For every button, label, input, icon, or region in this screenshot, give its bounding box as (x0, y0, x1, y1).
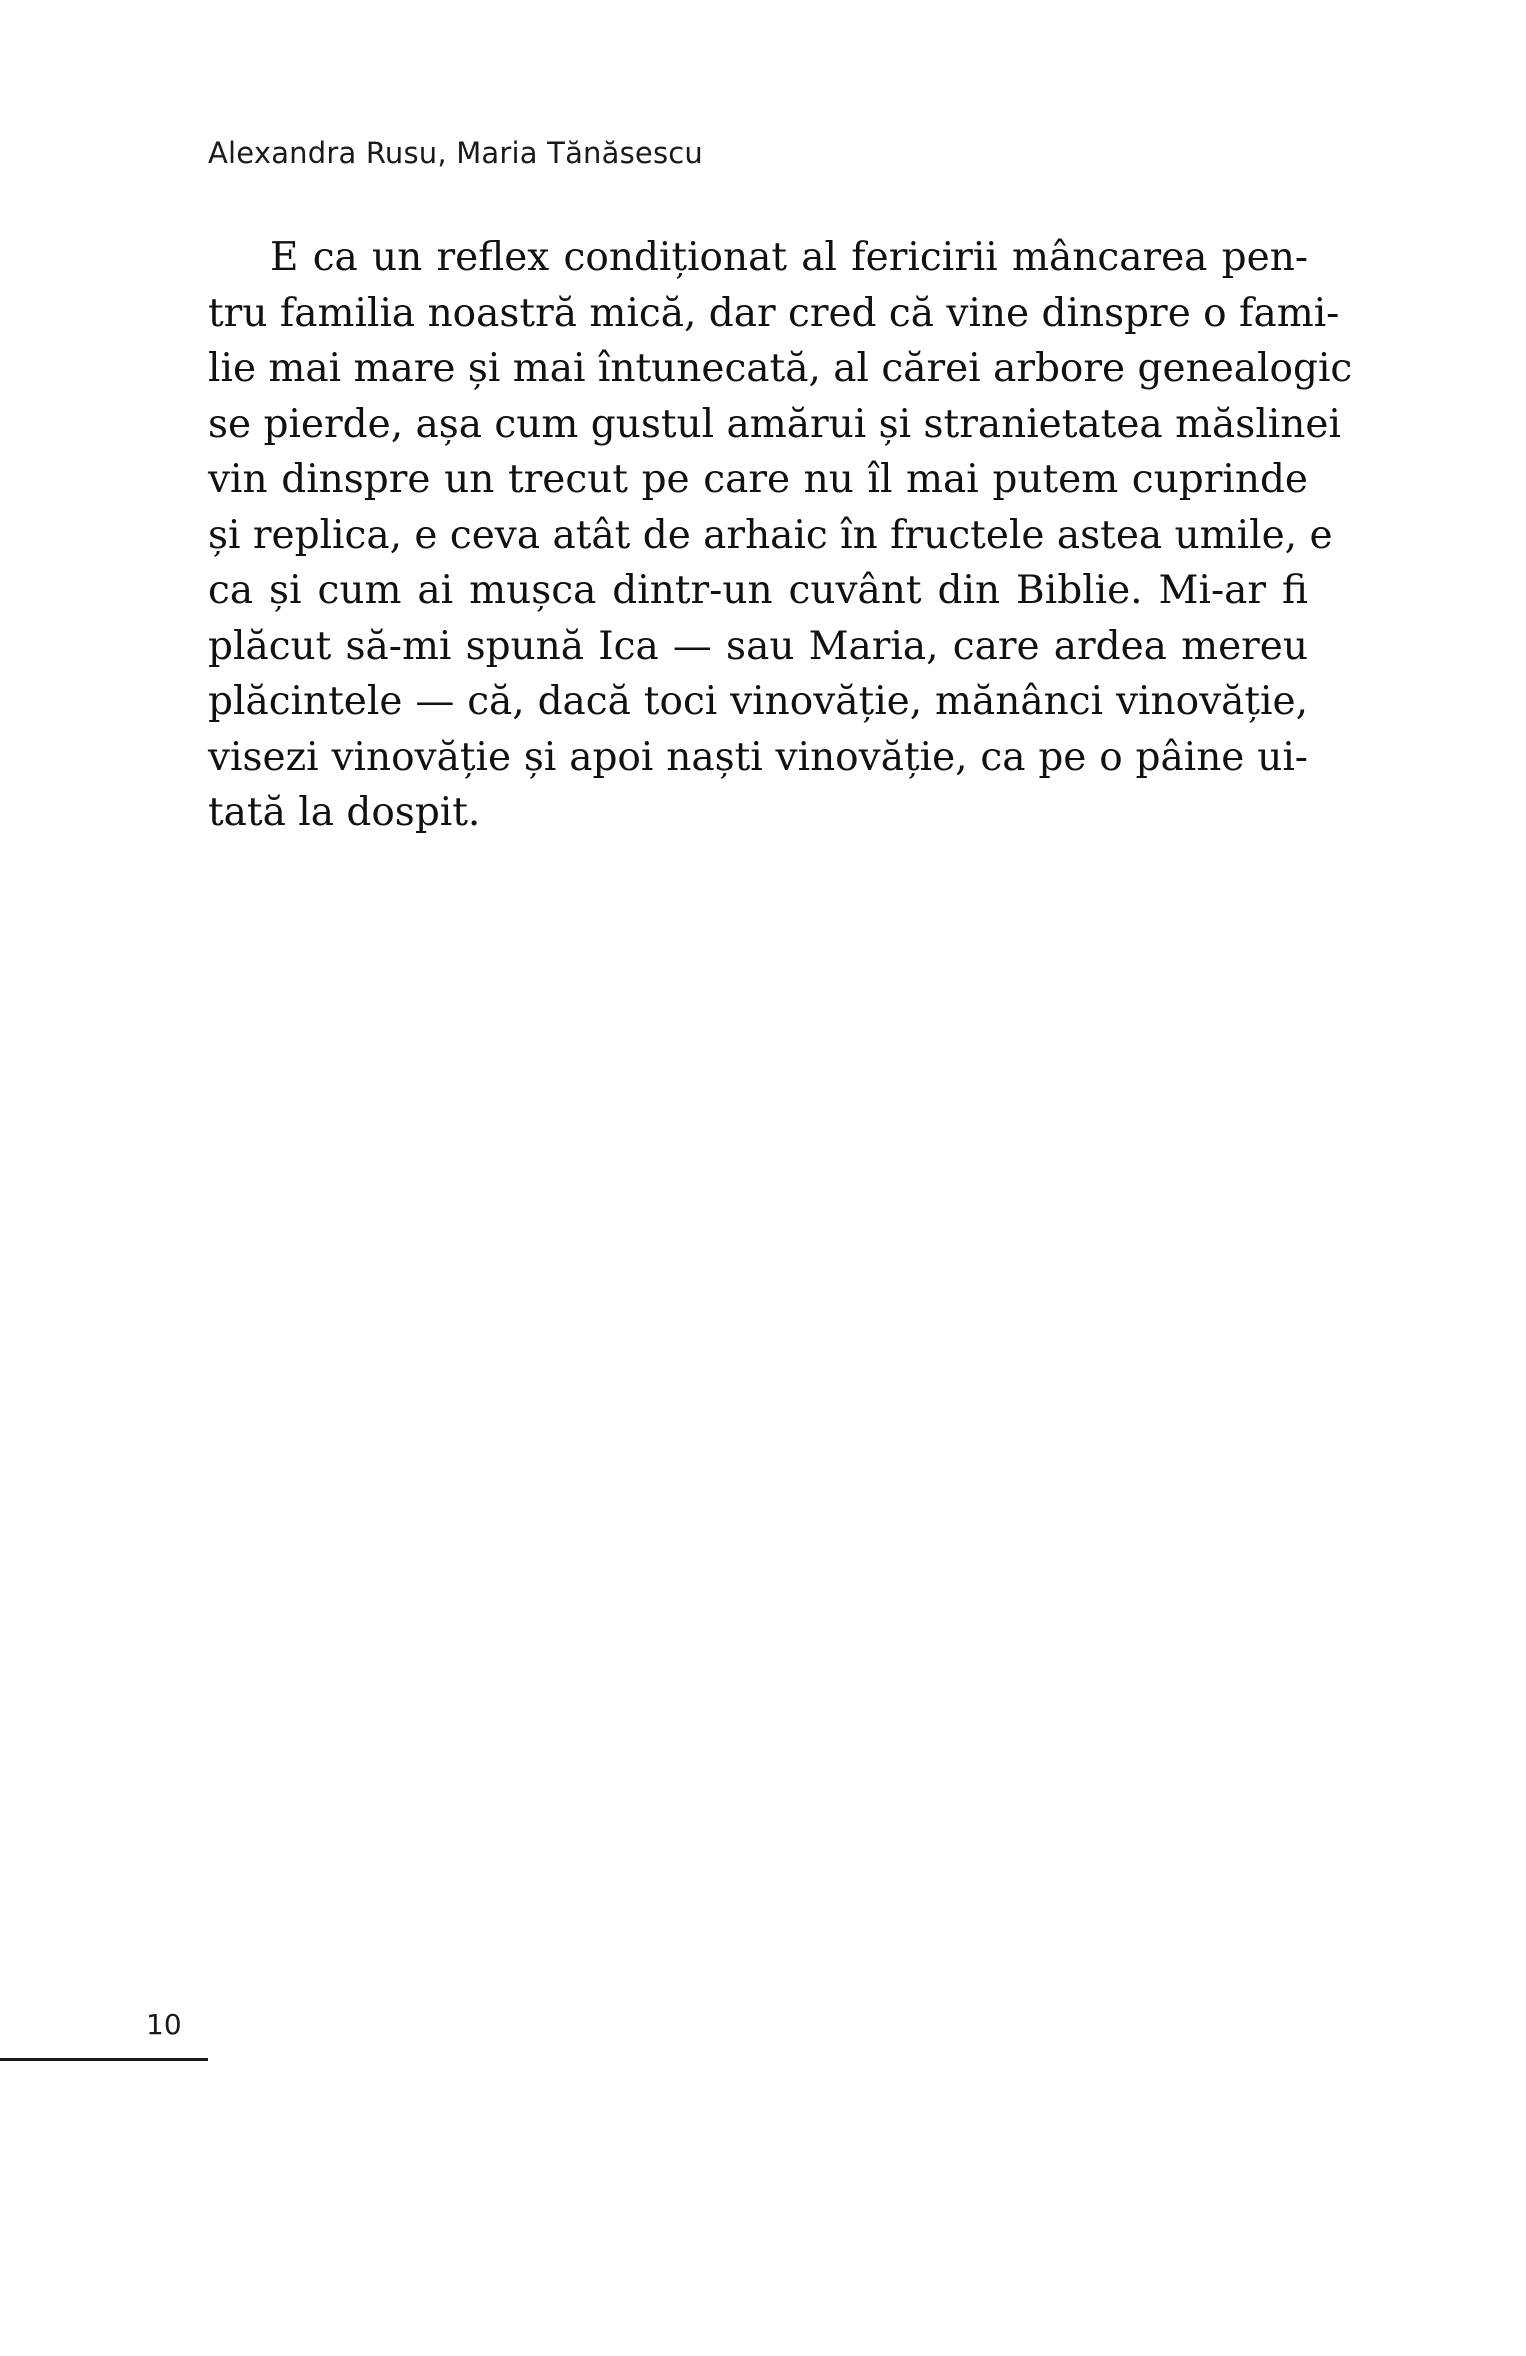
paragraph-line: se pierde, așa cum gustul amărui și stranietatea măslinei (208, 401, 1341, 447)
paragraph-line: plăcintele — că, dacă toci vinovăție, mănânci vinovăție, (208, 679, 1308, 724)
paragraph-line: vin dinspre un trecut pe care nu îl mai putem cuprinde (208, 457, 1308, 502)
footer-rule (0, 2058, 208, 2061)
paragraph-line: tată la dospit. (208, 790, 481, 835)
paragraph-line: și replica, e ceva atât de arhaic în fructele astea umile, e (208, 512, 1333, 558)
paragraph-line: ca și cum ai mușca dintr-un cuvânt din Biblie. Mi-ar fi (208, 568, 1308, 613)
paragraph-line: E ca un reflex condiționat al fericirii mâncarea pen- (270, 235, 1308, 280)
running-header-authors: Alexandra Rusu, Maria Tănăsescu (208, 136, 703, 170)
body-paragraph (208, 230, 1353, 841)
paragraph-line: plăcut să-mi spună Ica — sau Maria, care ardea mereu (208, 623, 1308, 669)
paragraph-line: visezi vinovăție și apoi naști vinovăție, ca pe o pâine ui- (208, 734, 1308, 780)
page-number: 10 (146, 2008, 182, 2041)
paragraph-line: lie mai mare și mai întunecată, al cărei arbore genealogic (208, 346, 1353, 391)
paragraph-line: tru familia noastră mică, dar cred că vine dinspre o fami- (208, 290, 1340, 336)
